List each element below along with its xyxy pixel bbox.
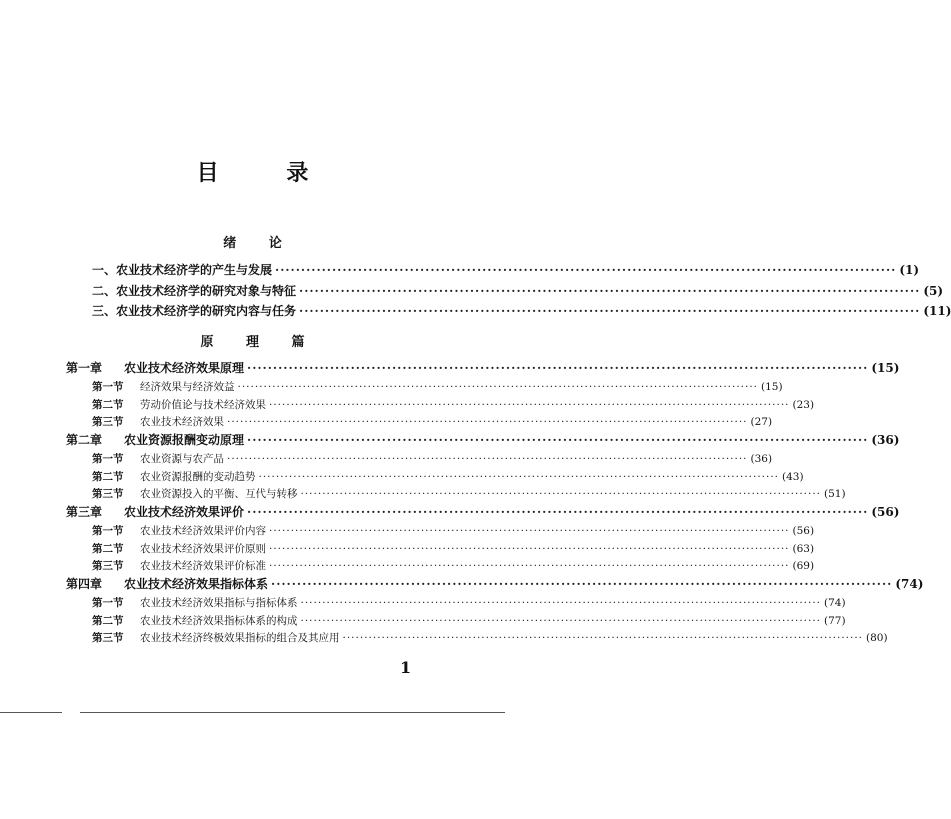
toc-entry-title: 农业资源与农产品	[140, 453, 224, 465]
toc-entry-title: 农业技术经济效果指标与指标体系	[140, 597, 298, 609]
bottom-rule-right	[80, 712, 505, 713]
toc-entry-title: 农业资源报酬的变动趋势	[140, 470, 256, 483]
section-entry[interactable]	[92, 379, 783, 394]
toc-entry-title: 农业技术经济效果评价标准	[140, 560, 266, 572]
toc-entry-title: 劳动价值论与技术经济效果	[140, 398, 266, 411]
leader-dots: ························································································································	[299, 284, 921, 298]
toc-entry-number: 第一节	[92, 525, 124, 537]
section-entry[interactable]	[92, 414, 773, 429]
toc-entry-title: 一、农业技术经济学的产生与发展	[92, 263, 273, 277]
leader-dots: ························································································································	[258, 470, 780, 483]
intro-item[interactable]	[92, 302, 951, 319]
toc-entry-title: 农业技术经济效果指标体系的构成	[140, 614, 298, 627]
toc-entry-title: 二、农业技术经济学的研究对象与特征	[92, 284, 297, 298]
toc-entry-page: (15)	[871, 361, 900, 375]
page-title: 目 录	[196, 160, 339, 186]
leader-dots: ························································································································	[300, 597, 822, 609]
toc-entry-title: 农业资源报酬变动原理	[124, 433, 245, 447]
toc-entry-number: 第二节	[92, 470, 124, 483]
section-entry[interactable]	[92, 397, 815, 412]
toc-entry-title: 农业技术经济效果指标体系	[124, 577, 269, 591]
toc-entry-page: (69)	[792, 560, 815, 572]
leader-dots: ························································································································	[237, 381, 759, 393]
toc-entry-number: 第一节	[92, 381, 124, 393]
leader-dots: ························································································································	[300, 614, 822, 627]
page-number: 1	[400, 658, 412, 677]
toc-entry-page: (23)	[792, 398, 815, 411]
leader-dots: ························································································································	[275, 263, 897, 277]
toc-entry-page: (80)	[866, 632, 888, 644]
leader-dots: ························································································································	[247, 361, 869, 375]
leader-dots: ························································································································	[299, 304, 921, 318]
toc-entry-page: (77)	[824, 614, 846, 627]
toc-entry-title: 农业技术经济效果评价内容	[140, 525, 266, 537]
leader-dots: ························································································································	[269, 542, 790, 555]
chapter-entry[interactable]	[66, 431, 900, 448]
chapter-entry[interactable]	[66, 503, 900, 520]
leader-dots: ························································································································	[269, 398, 790, 411]
section-entry[interactable]	[92, 558, 815, 573]
toc-entry-title: 三、农业技术经济学的研究内容与任务	[92, 304, 297, 318]
toc-entry-page: (51)	[824, 488, 846, 500]
toc-entry-number: 第三节	[92, 560, 124, 572]
intro-heading: 绪 论	[223, 236, 296, 251]
leader-dots: ························································································································	[227, 416, 748, 428]
chapter-entry[interactable]	[66, 359, 900, 376]
toc-entry-page: (1)	[899, 263, 920, 277]
section-entry[interactable]	[92, 469, 804, 484]
toc-entry-title: 农业技术经济效果评价	[124, 505, 245, 519]
intro-item[interactable]	[92, 282, 944, 299]
toc-entry-page: (36)	[871, 433, 900, 447]
toc-entry-number: 第一节	[92, 597, 124, 609]
toc-entry-page: (15)	[761, 381, 783, 393]
toc-entry-page: (56)	[871, 505, 900, 519]
leader-dots: ························································································································	[269, 560, 790, 572]
toc-entry-number: 第三节	[92, 488, 124, 500]
section-entry[interactable]	[92, 613, 846, 628]
leader-dots: ························································································································	[342, 632, 864, 644]
toc-entry-number: 第三节	[92, 416, 124, 428]
toc-entry-page: (74)	[824, 597, 846, 609]
section-entry[interactable]	[92, 541, 815, 556]
toc-entry-page: (74)	[895, 577, 924, 591]
section-entry[interactable]	[92, 486, 846, 501]
toc-entry-number: 第二节	[92, 614, 124, 627]
intro-item[interactable]	[92, 261, 920, 278]
toc-entry-number: 第二节	[92, 398, 124, 411]
toc-entry-number: 第二节	[92, 542, 124, 555]
section-entry[interactable]	[92, 523, 815, 538]
section-entry[interactable]	[92, 630, 888, 645]
part-heading: 原 理 篇	[200, 335, 319, 350]
leader-dots: ························································································································	[300, 488, 822, 500]
section-entry[interactable]	[92, 451, 773, 466]
toc-entry-number: 第三节	[92, 632, 124, 644]
toc-entry-number: 第三章	[66, 505, 103, 519]
toc-entry-number: 第一章	[66, 361, 103, 375]
section-entry[interactable]	[92, 595, 846, 610]
toc-entry-number: 第一节	[92, 453, 124, 465]
toc-entry-number: 第四章	[66, 577, 103, 591]
leader-dots: ························································································································	[271, 577, 893, 591]
toc-entry-title: 经济效果与经济效益	[140, 381, 235, 393]
toc-entry-title: 农业技术经济终极效果指标的组合及其应用	[140, 632, 340, 644]
toc-entry-number: 第二章	[66, 433, 103, 447]
toc-entry-page: (43)	[782, 470, 804, 483]
toc-entry-page: (11)	[923, 304, 951, 318]
toc-entry-page: (27)	[750, 416, 773, 428]
toc-entry-page: (5)	[923, 284, 944, 298]
toc-entry-title: 农业资源投入的平衡、互代与转移	[140, 488, 298, 500]
leader-dots: ························································································································	[247, 433, 869, 447]
toc-entry-page: (56)	[792, 525, 815, 537]
toc-entry-title: 农业技术经济效果评价原则	[140, 542, 266, 555]
toc-entry-page: (63)	[792, 542, 815, 555]
chapter-entry[interactable]	[66, 575, 924, 592]
toc-entry-page: (36)	[750, 453, 773, 465]
bottom-rule-left	[0, 712, 62, 713]
leader-dots: ························································································································	[269, 525, 790, 537]
leader-dots: ························································································································	[247, 505, 869, 519]
leader-dots: ························································································································	[227, 453, 748, 465]
toc-entry-title: 农业技术经济效果	[140, 416, 224, 428]
toc-entry-title: 农业技术经济效果原理	[124, 361, 245, 375]
